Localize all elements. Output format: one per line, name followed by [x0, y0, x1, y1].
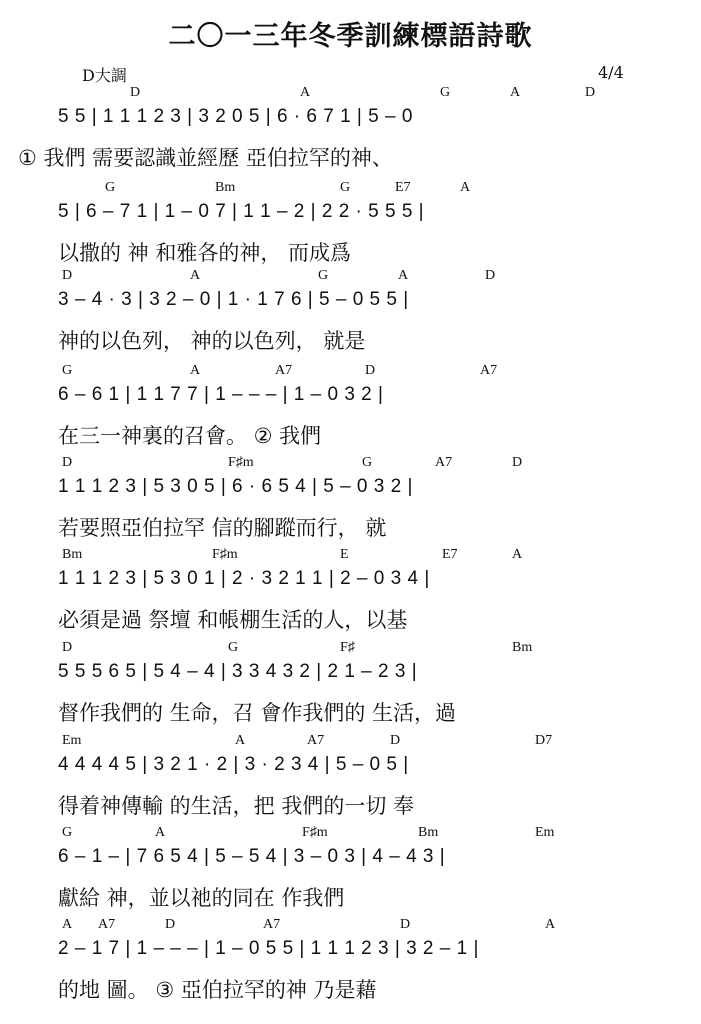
lyrics-text: 必須是過 祭壇 和帳棚生活的人，以基 [58, 608, 408, 632]
chord-label: G [105, 180, 116, 195]
chord-label: G [440, 85, 451, 100]
notation-text: 5 5 5 6 5 | 5 4 – 4 | 3 3 4 3 2 | 2 1 – 2 3 | [58, 661, 418, 682]
notation-row [0, 102, 701, 132]
music-system [0, 547, 701, 642]
chord-label: D [400, 917, 411, 932]
chord-label: G [62, 363, 73, 378]
chord-label: A7 [275, 363, 293, 378]
chord-label: A [155, 825, 166, 840]
lyrics-text: 在三一神裏的召會。 ② 我們 [58, 424, 322, 448]
lyrics-row [0, 974, 701, 1004]
chord-label: A [62, 917, 73, 932]
chord-label: G [362, 455, 373, 470]
chord-label: D [365, 363, 376, 378]
lyrics-text: 神的以色列， 神的以色列， 就是 [58, 329, 366, 353]
notation-row [0, 564, 701, 594]
chord-label: A [235, 733, 246, 748]
music-system [0, 640, 701, 735]
chord-label: A [510, 85, 521, 100]
chord-label: A [190, 363, 201, 378]
chord-label: A7 [98, 917, 116, 932]
music-system [0, 363, 701, 458]
music-system [0, 917, 701, 1012]
chord-label: A7 [307, 733, 325, 748]
chord-label: Bm [512, 640, 533, 655]
chord-label: F♯ [340, 640, 355, 655]
lyrics-row [0, 142, 701, 172]
notation-text: 5 | 6 – 7 1 | 1 – 0 7 | 1 1 – 2 | 2 2 · 5 5 5 | [58, 201, 425, 222]
chord-label: G [62, 825, 73, 840]
chord-label: D [62, 640, 73, 655]
notation-row [0, 934, 701, 964]
chord-label: D [390, 733, 401, 748]
notation-row [0, 197, 701, 227]
lyrics-row [0, 697, 701, 727]
notation-text: 6 – 6 1 | 1 1 7 7 | 1 – – – | 1 – 0 3 2 | [58, 384, 384, 405]
notation-text: 1 1 1 2 3 | 5 3 0 1 | 2 · 3 2 1 1 | 2 – 0 3 4 | [58, 568, 430, 589]
lyrics-text: 若要照亞伯拉罕 信的腳蹤而行， 就 [58, 516, 387, 540]
lyrics-text: 以撒的 神 和雅各的神， 而成爲 [58, 241, 352, 265]
chord-label: A [190, 268, 201, 283]
lyrics-row [0, 882, 701, 912]
notation-row [0, 285, 701, 315]
music-system [0, 455, 701, 550]
notation-text: 1 1 1 2 3 | 5 3 0 5 | 6 · 6 5 4 | 5 – 0 3 2 | [58, 476, 413, 497]
chord-label: G [228, 640, 239, 655]
chord-label: A7 [435, 455, 453, 470]
lyrics-text: 獻給 神，並以祂的同在 作我們 [58, 886, 345, 910]
lyrics-row [0, 604, 701, 634]
chord-label: Em [535, 825, 555, 840]
notation-row [0, 380, 701, 410]
notation-row [0, 750, 701, 780]
music-system [0, 268, 701, 363]
notation-text: 3 – 4 · 3 | 3 2 – 0 | 1 · 1 7 6 | 5 – 0 5 5 | [58, 289, 409, 310]
chord-label: E7 [395, 180, 411, 195]
chord-label: A [398, 268, 409, 283]
lyrics-row [0, 325, 701, 355]
chord-label: F♯m [212, 547, 238, 562]
chord-label: D [485, 268, 496, 283]
chord-label: A7 [263, 917, 281, 932]
page-title: 二〇一三年冬季訓練標語詩歌 [168, 21, 533, 52]
chord-label: D [585, 85, 596, 100]
music-system [0, 180, 701, 275]
lyrics-text: ① 我們 需要認識並經歷 亞伯拉罕的神、 [18, 146, 393, 170]
lyrics-row [0, 512, 701, 542]
time-signature: 4/4 [598, 63, 624, 82]
chord-label: A7 [480, 363, 498, 378]
chord-label: Bm [62, 547, 83, 562]
chord-label: G [318, 268, 329, 283]
music-system [0, 733, 701, 828]
music-system [0, 85, 701, 180]
key-signature: D大調 [82, 66, 127, 85]
notation-text: 6 – 1 – | 7 6 5 4 | 5 – 5 4 | 3 – 0 3 | 4 – 4 3 | [58, 846, 446, 867]
chord-label: D [130, 85, 141, 100]
notation-row [0, 842, 701, 872]
notation-text: 4 4 4 4 5 | 3 2 1 · 2 | 3 · 2 3 4 | 5 – 0 5 | [58, 754, 409, 775]
music-system [0, 825, 701, 920]
lyrics-text: 督作我們的 生命，召 會作我們的 生活，過 [58, 701, 457, 725]
notation-text: 2 – 1 7 | 1 – – – | 1 – 0 5 5 | 1 1 1 2 3 | 3 2 – 1 | [58, 938, 479, 959]
lyrics-text: 的地 圖。 ③ 亞伯拉罕的神 乃是藉 [58, 978, 377, 1002]
chord-label: Em [62, 733, 82, 748]
lyrics-row [0, 420, 701, 450]
chord-label: A [512, 547, 523, 562]
chord-label: D7 [535, 733, 553, 748]
chord-label: Bm [215, 180, 236, 195]
chord-label: E7 [442, 547, 458, 562]
lyrics-row [0, 237, 701, 267]
chord-label: D [62, 455, 73, 470]
chord-label: F♯m [302, 825, 328, 840]
chord-label: A [545, 917, 556, 932]
chord-label: D [62, 268, 73, 283]
chord-label: Bm [418, 825, 439, 840]
notation-text: 5 5 | 1 1 1 2 3 | 3 2 0 5 | 6 · 6 7 1 | 5 – 0 [58, 106, 413, 127]
notation-row [0, 472, 701, 502]
chord-label: D [165, 917, 176, 932]
chord-label: G [340, 180, 351, 195]
notation-row [0, 657, 701, 687]
chord-label: A [460, 180, 471, 195]
chord-label: D [512, 455, 523, 470]
chord-label: A [300, 85, 311, 100]
lyrics-text: 得着神傳輸 的生活，把 我們的一切 奉 [58, 794, 415, 818]
chord-label: E [340, 547, 349, 562]
chord-label: F♯m [228, 455, 254, 470]
lyrics-row [0, 790, 701, 820]
